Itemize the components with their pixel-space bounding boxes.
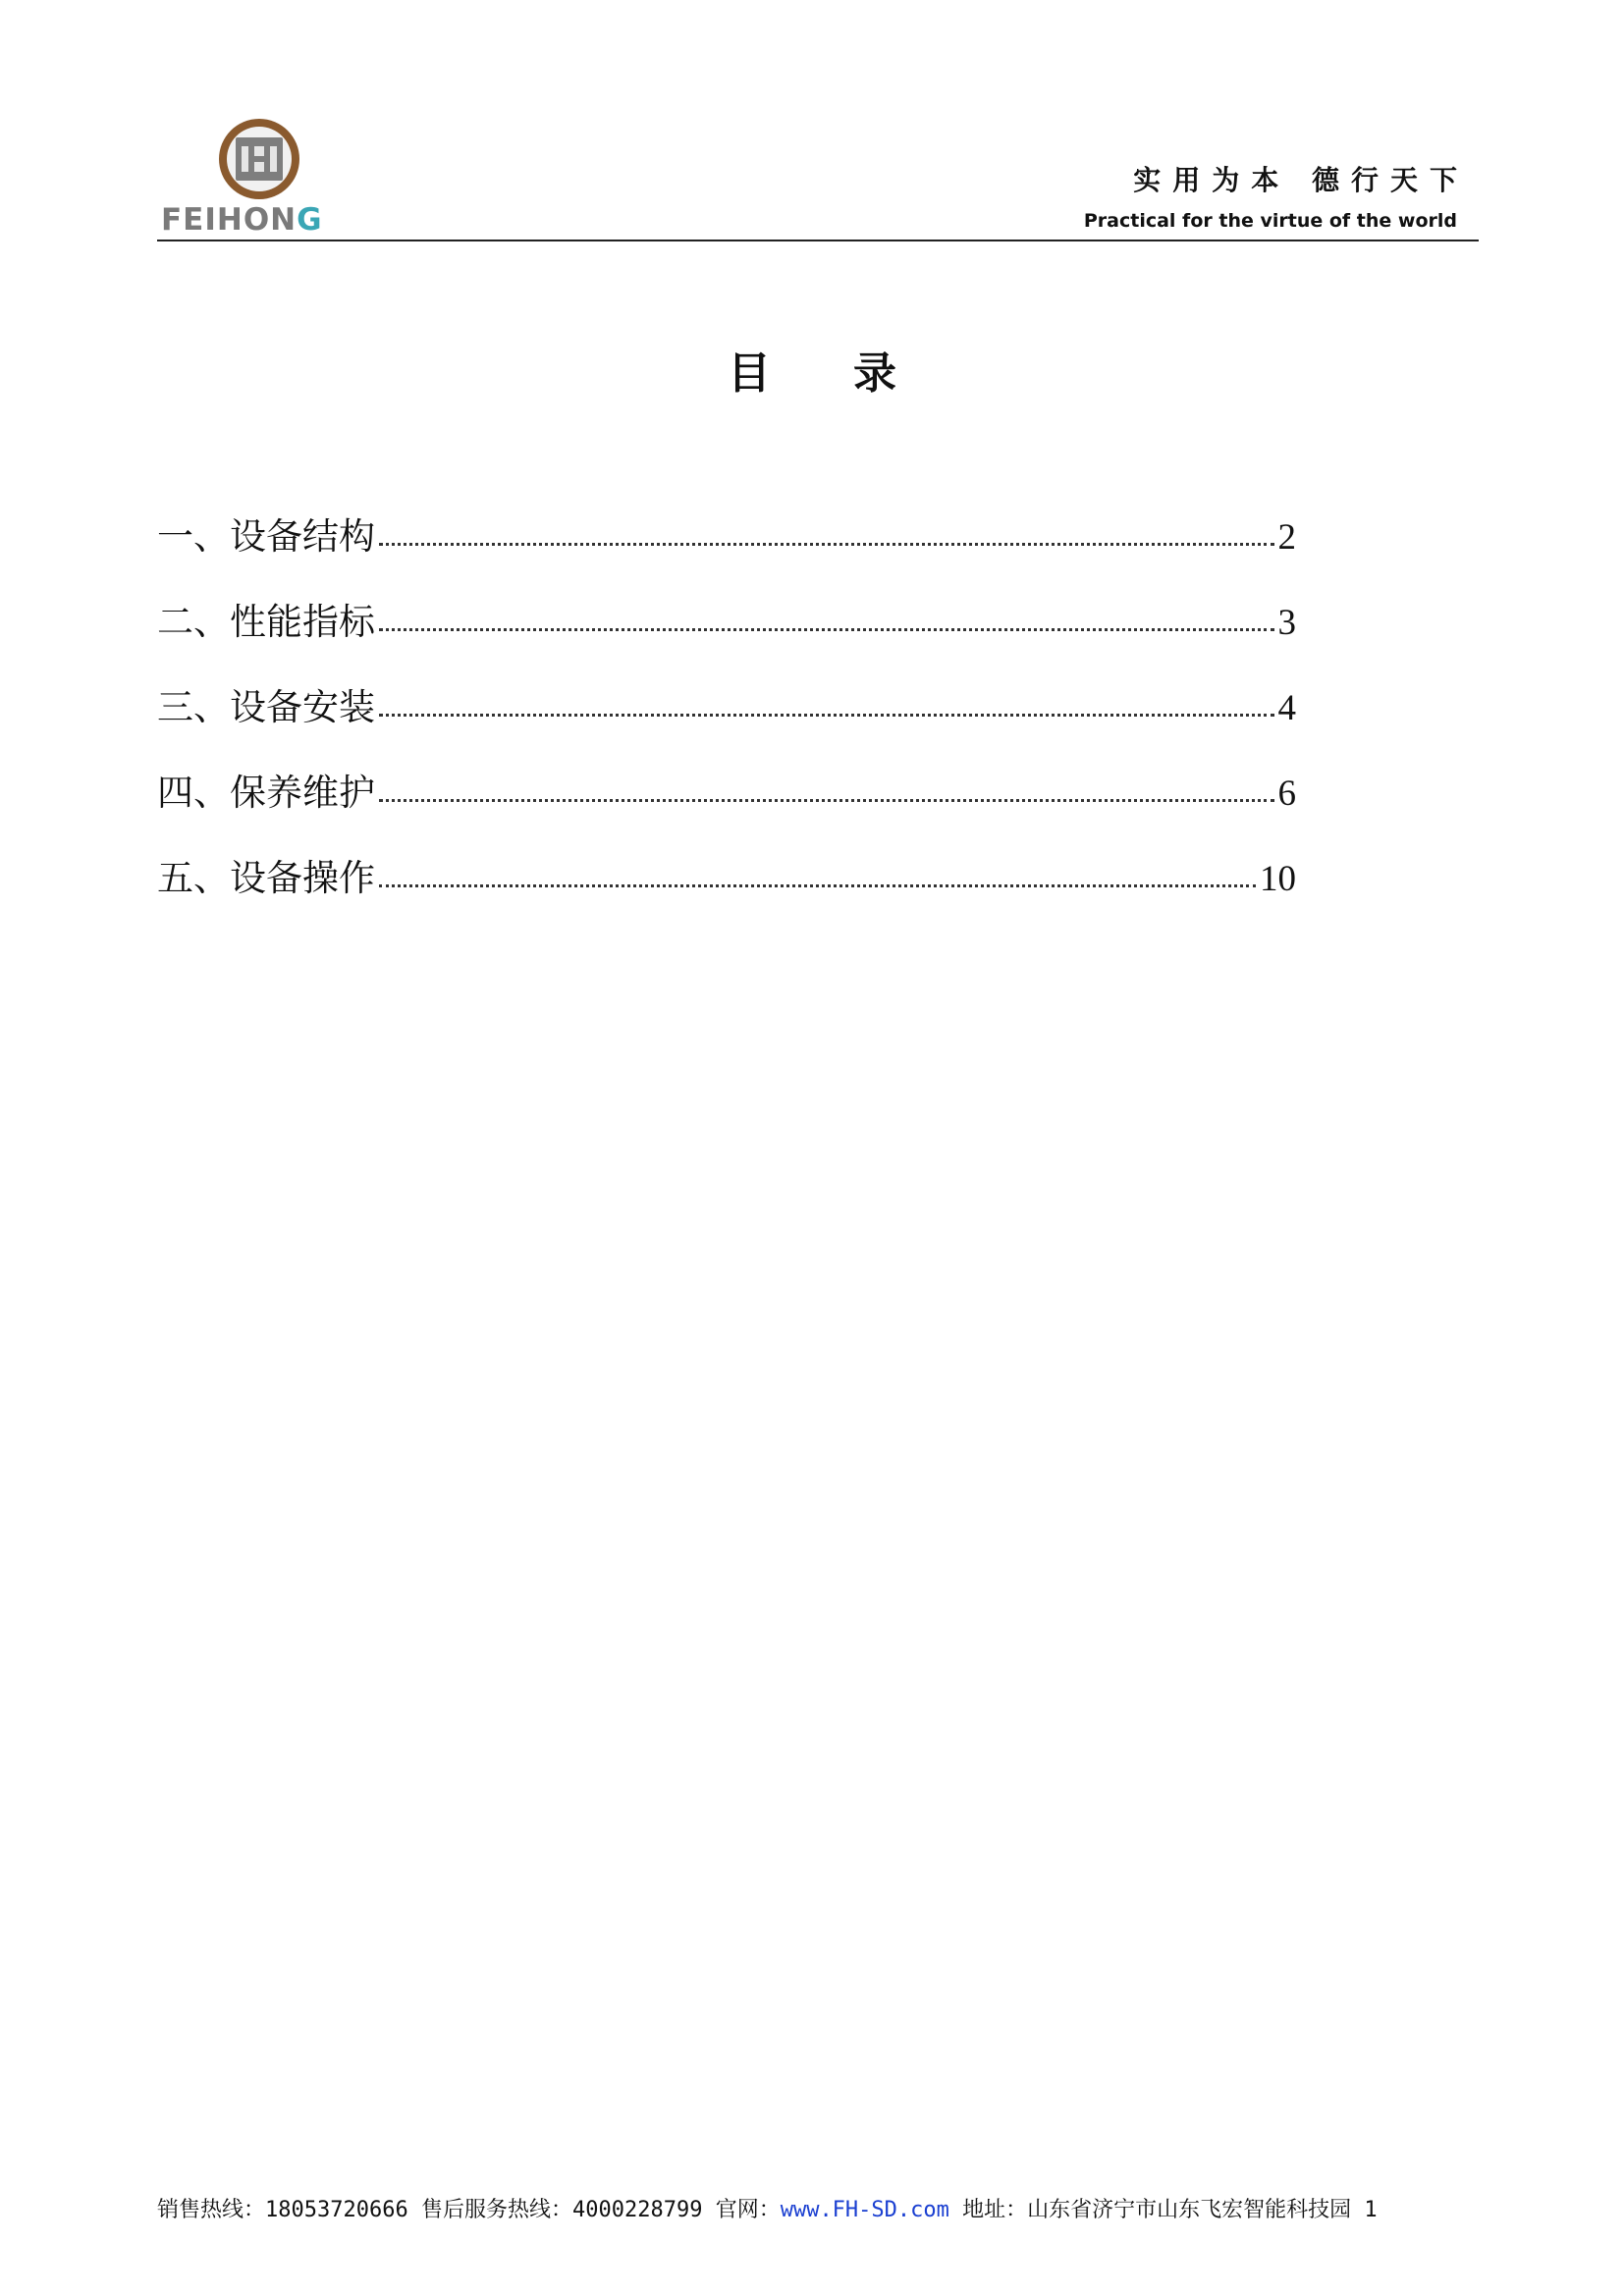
website-link[interactable]: www.FH-SD.com [780,2198,949,2222]
toc-dot-leader [379,543,1274,546]
toc-dot-leader [379,799,1274,802]
company-logo [161,116,357,238]
toc-entry[interactable] [157,507,1296,592]
toc-entry-page: 10 [1260,859,1296,899]
logo-wordmark [161,202,323,238]
page-number: 1 [1364,2198,1378,2222]
page-title: 目录 [728,348,979,399]
toc-entry[interactable] [157,677,1296,763]
service-hotline-label: 售后服务热线： [420,2198,572,2222]
service-hotline-number: 4000228799 [571,2198,703,2222]
logo-wordmark-main: FEIHON [161,202,298,238]
table-of-contents [157,507,1296,934]
toc-entry-label: 三、设备安装 [157,686,375,728]
toc-entry-label: 二、性能指标 [157,601,375,643]
toc-entry-page: 3 [1277,603,1296,643]
toc-entry-label: 一、设备结构 [157,515,375,558]
feihong-emblem-icon [216,116,302,202]
slogan-english: Practical for the virtue of the world [1083,210,1457,232]
slogan [1083,159,1469,232]
toc-entry[interactable] [157,848,1296,934]
toc-entry-page: 2 [1277,517,1296,558]
toc-entry[interactable] [157,763,1296,848]
sales-hotline-number: 18053720666 [265,2198,408,2222]
toc-entry[interactable] [157,592,1296,677]
toc-entry-page: 6 [1277,774,1296,814]
toc-entry-page: 4 [1277,688,1296,728]
sales-hotline-label: 销售热线： [157,2198,266,2222]
toc-dot-leader [379,884,1256,887]
toc-entry-label: 五、设备操作 [157,857,375,899]
slogan-chinese: 实用为本 德行天下 [1133,164,1469,196]
toc-entry-label: 四、保养维护 [157,772,375,814]
toc-dot-leader [379,714,1274,717]
website-label: 官网： [715,2198,781,2222]
toc-dot-leader [379,628,1274,631]
address-label: 地址： [962,2198,1028,2222]
address-text: 山东省济宁市山东飞宏智能科技园 [1027,2198,1352,2222]
logo-wordmark-accent: G [297,202,323,238]
page-header [157,98,1479,241]
page-footer [157,2193,1479,2223]
